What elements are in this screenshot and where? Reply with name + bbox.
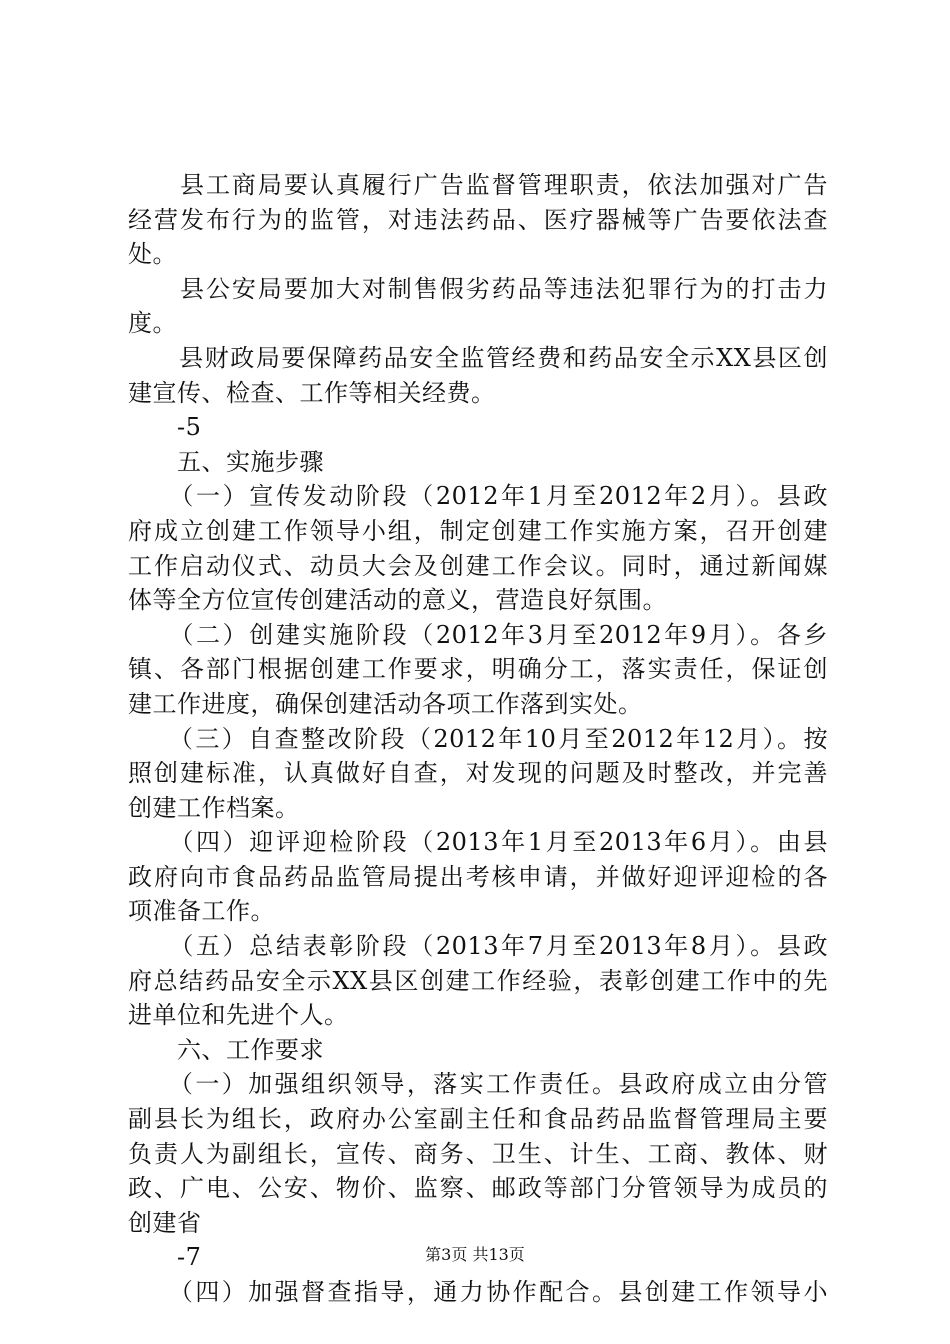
text-line: （一）宣传发动阶段（2012年1月至2012年2月）。县政 — [128, 482, 828, 511]
text-line: 度。 — [128, 309, 177, 338]
text-line: -7 — [128, 1243, 202, 1272]
page-footer: 第3页 共13页 — [425, 1245, 525, 1264]
text-line: 五、实施步骤 — [128, 447, 324, 476]
document-body — [128, 168, 828, 1310]
text-line: 进单位和先进个人。 — [128, 1001, 349, 1030]
text-line: 经营发布行为的监管，对违法药品、医疗器械等广告要依法查 — [128, 205, 828, 234]
text-line: 镇、各部门根据创建工作要求，明确分工，落实责任，保证创 — [128, 655, 828, 684]
text-line: 建工作进度，确保创建活动各项工作落到实处。 — [128, 689, 643, 718]
text-line: （一）加强组织领导，落实工作责任。县政府成立由分管 — [128, 1070, 828, 1099]
text-line: -5 — [128, 413, 202, 442]
text-line: 项准备工作。 — [128, 897, 275, 926]
text-line: 府总结药品安全示XX县区创建工作经验，表彰创建工作中的先 — [128, 966, 828, 995]
text-line: 建宣传、检查、工作等相关经费。 — [128, 378, 496, 407]
text-line: 负责人为副组长，宣传、商务、卫生、计生、工商、教体、财 — [128, 1139, 828, 1168]
text-line: （四）加强督查指导，通力协作配合。县创建工作领导小 — [128, 1278, 828, 1306]
text-line: 政府向市食品药品监管局提出考核申请，并做好迎评迎检的各 — [128, 862, 828, 891]
text-line: 创建省 — [128, 1208, 202, 1237]
text-line: 照创建标准，认真做好自查，对发现的问题及时整改，并完善 — [128, 759, 828, 788]
text-line: 县财政局要保障药品安全监管经费和药品安全示XX县区创 — [128, 343, 828, 372]
text-line: 六、工作要求 — [128, 1035, 324, 1064]
text-line: （三）自查整改阶段（2012年10月至2012年12月）。按 — [128, 724, 828, 753]
text-line: 县公安局要加大对制售假劣药品等违法犯罪行为的打击力 — [128, 274, 828, 303]
text-line: 县工商局要认真履行广告监督管理职责，依法加强对广告 — [128, 171, 828, 199]
text-line: 创建工作档案。 — [128, 793, 300, 822]
text-line: （二）创建实施阶段（2012年3月至2012年9月）。各乡 — [128, 620, 828, 649]
text-line: （五）总结表彰阶段（2013年7月至2013年8月）。县政 — [128, 932, 828, 961]
text-line: 副县长为组长，政府办公室副主任和食品药品监督管理局主要 — [128, 1105, 828, 1134]
text-line: 处。 — [128, 240, 177, 269]
text-line: 工作启动仪式、动员大会及创建工作会议。同时，通过新闻媒 — [128, 551, 828, 580]
text-line: 府成立创建工作领导小组，制定创建工作实施方案，召开创建 — [128, 516, 828, 545]
text-line: 体等全方位宣传创建活动的意义，营造良好氛围。 — [128, 586, 667, 615]
text-line: （四）迎评迎检阶段（2013年1月至2013年6月）。由县 — [128, 828, 828, 857]
text-line: 政、广电、公安、物价、监察、邮政等部门分管领导为成员的 — [128, 1174, 828, 1203]
